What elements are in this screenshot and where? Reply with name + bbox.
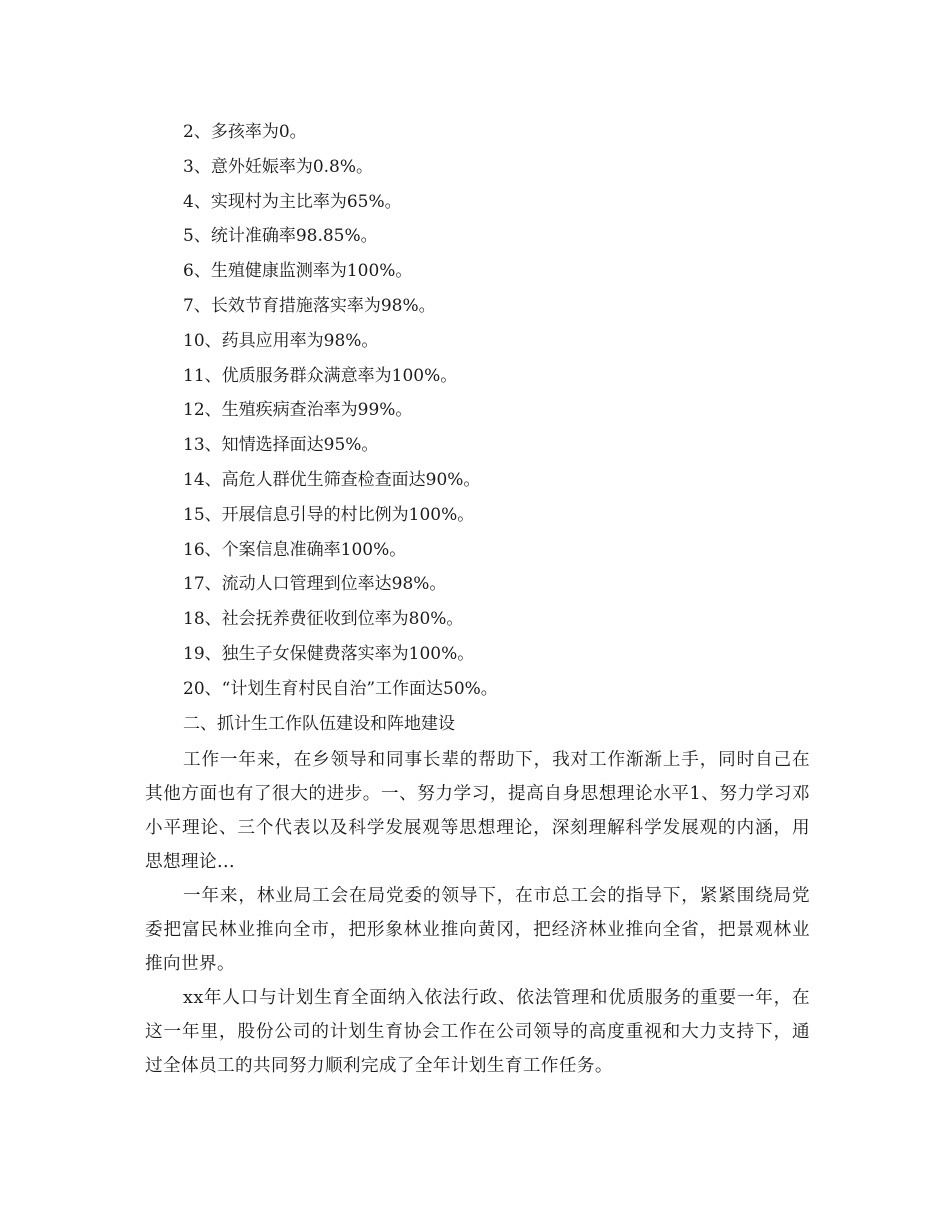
list-item: 6、生殖健康监测率为100%。 — [183, 261, 413, 282]
paragraph: 工作一年来，在乡领导和同事长辈的帮助下，我对工作渐渐上手，同时自己在其他方面也有了很大的进步。一、努力学习，提高自身思想理论水平1、努力学习邓小平理论、三个代表以及科学发展观等思想理论，深刻理解科学发展观的内涵，用思想理论... — [145, 750, 810, 872]
list-item: 15、开展信息引导的村比例为100%。 — [183, 504, 475, 525]
list-item: 18、社会抚养费征收到位率为80%。 — [183, 609, 464, 630]
list-item: 11、优质服务群众满意率为100%。 — [183, 365, 458, 386]
body-text — [145, 743, 810, 1083]
list-item: 12、生殖疾病查治率为99%。 — [183, 400, 413, 421]
list-item: 17、流动人口管理到位率达98%。 — [183, 574, 447, 595]
list-item: 16、个案信息准确率100%。 — [183, 539, 407, 560]
indicator-list — [183, 115, 498, 741]
list-item: 19、独生子女保健费落实率为100%。 — [183, 643, 475, 664]
list-item: 3、意外妊娠率为0.8%。 — [183, 156, 374, 177]
list-item: 2、多孩率为0。 — [183, 122, 307, 142]
list-item: 20、“计划生育村民自治”工作面达50%。 — [183, 678, 498, 699]
section-heading: 二、抓计生工作队伍建设和阵地建设 — [183, 713, 455, 734]
paragraph: xx年人口与计划生育全面纳入依法行政、依法管理和优质服务的重要一年，在这一年里，股份公司的计划生育协会工作在公司领导的高度重视和大力支持下，通过全体员工的共同努力顺利完成了全年计划生育工作任务。 — [145, 988, 810, 1076]
paragraph: 一年来，林业局工会在局党委的领导下，在市总工会的指导下，紧紧围绕局党委把富民林业推向全市，把形象林业推向黄冈，把经济林业推向全省，把景观林业推向世界。 — [145, 886, 810, 974]
list-item: 14、高危人群优生筛查检查面达90%。 — [183, 469, 481, 490]
list-item: 4、实现村为主比率为65%。 — [183, 191, 402, 212]
list-item: 13、知情选择面达95%。 — [183, 435, 379, 456]
list-item: 10、药具应用率为98%。 — [183, 330, 379, 351]
list-item: 5、统计准确率98.85%。 — [183, 226, 378, 247]
list-item: 7、长效节育措施落实率为98%。 — [183, 295, 436, 316]
